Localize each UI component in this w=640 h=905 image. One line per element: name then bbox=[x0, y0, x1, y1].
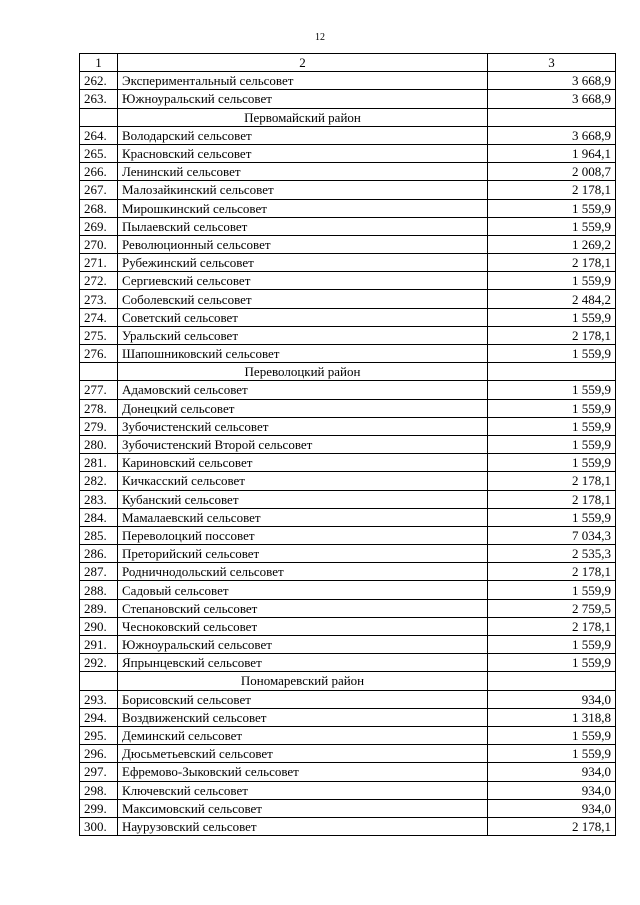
settlement-name: Малозайкинский сельсовет bbox=[118, 181, 488, 199]
row-number: 287. bbox=[80, 563, 118, 581]
settlement-name: Дюсьметьевский сельсовет bbox=[118, 745, 488, 763]
settlement-name: Красновский сельсовет bbox=[118, 144, 488, 162]
row-number: 271. bbox=[80, 254, 118, 272]
column-header-name: 2 bbox=[118, 54, 488, 72]
amount-value: 7 034,3 bbox=[488, 526, 616, 544]
table-row bbox=[80, 690, 616, 708]
amount-value: 1 559,9 bbox=[488, 636, 616, 654]
table-row bbox=[80, 417, 616, 435]
row-number: 285. bbox=[80, 526, 118, 544]
settlement-name: Воздвиженский сельсовет bbox=[118, 708, 488, 726]
table-row bbox=[80, 72, 616, 90]
table-row bbox=[80, 272, 616, 290]
amount-value: 2 484,2 bbox=[488, 290, 616, 308]
row-number: 286. bbox=[80, 545, 118, 563]
row-number: 274. bbox=[80, 308, 118, 326]
table-row bbox=[80, 745, 616, 763]
amount-value: 1 559,9 bbox=[488, 726, 616, 744]
table-row bbox=[80, 781, 616, 799]
district-header-row bbox=[80, 672, 616, 690]
amount-value: 2 178,1 bbox=[488, 563, 616, 581]
settlement-name: Степановский сельсовет bbox=[118, 599, 488, 617]
amount-value: 2 178,1 bbox=[488, 254, 616, 272]
table-row bbox=[80, 217, 616, 235]
row-number: 276. bbox=[80, 345, 118, 363]
settlement-name: Советский сельсовет bbox=[118, 308, 488, 326]
settlement-name: Уральский сельсовет bbox=[118, 326, 488, 344]
row-number: 288. bbox=[80, 581, 118, 599]
amount-value: 1 559,9 bbox=[488, 199, 616, 217]
amount-value: 2 178,1 bbox=[488, 326, 616, 344]
district-header-row bbox=[80, 363, 616, 381]
settlement-name: Экспериментальный сельсовет bbox=[118, 72, 488, 90]
table-row bbox=[80, 381, 616, 399]
settlement-name: Родничнодольский сельсовет bbox=[118, 563, 488, 581]
amount-value: 1 559,9 bbox=[488, 508, 616, 526]
row-number: 293. bbox=[80, 690, 118, 708]
district-number-cell bbox=[80, 363, 118, 381]
row-number: 269. bbox=[80, 217, 118, 235]
row-number: 278. bbox=[80, 399, 118, 417]
row-number: 266. bbox=[80, 163, 118, 181]
row-number: 264. bbox=[80, 126, 118, 144]
table-row bbox=[80, 345, 616, 363]
amount-value: 2 178,1 bbox=[488, 817, 616, 835]
table-row bbox=[80, 235, 616, 253]
settlement-name: Максимовский сельсовет bbox=[118, 799, 488, 817]
amount-value: 2 178,1 bbox=[488, 490, 616, 508]
table-row bbox=[80, 654, 616, 672]
row-number: 265. bbox=[80, 144, 118, 162]
row-number: 295. bbox=[80, 726, 118, 744]
row-number: 279. bbox=[80, 417, 118, 435]
amount-value: 1 559,9 bbox=[488, 435, 616, 453]
table-row bbox=[80, 144, 616, 162]
table-row bbox=[80, 726, 616, 744]
district-number-cell bbox=[80, 672, 118, 690]
row-number: 267. bbox=[80, 181, 118, 199]
district-value-cell bbox=[488, 672, 616, 690]
table-row bbox=[80, 435, 616, 453]
row-number: 298. bbox=[80, 781, 118, 799]
settlement-name: Кариновский сельсовет bbox=[118, 454, 488, 472]
settlement-name: Соболевский сельсовет bbox=[118, 290, 488, 308]
amount-value: 934,0 bbox=[488, 763, 616, 781]
settlement-name: Южноуральский сельсовет bbox=[118, 636, 488, 654]
row-number: 289. bbox=[80, 599, 118, 617]
settlement-name: Шапошниковский сельсовет bbox=[118, 345, 488, 363]
settlement-name: Зубочистенский сельсовет bbox=[118, 417, 488, 435]
table-row bbox=[80, 799, 616, 817]
row-number: 290. bbox=[80, 617, 118, 635]
amount-value: 2 178,1 bbox=[488, 617, 616, 635]
row-number: 275. bbox=[80, 326, 118, 344]
settlement-name: Мамалаевский сельсовет bbox=[118, 508, 488, 526]
row-number: 284. bbox=[80, 508, 118, 526]
amount-value: 1 559,9 bbox=[488, 654, 616, 672]
table-row bbox=[80, 581, 616, 599]
table-row bbox=[80, 599, 616, 617]
data-table bbox=[79, 53, 616, 836]
amount-value: 934,0 bbox=[488, 781, 616, 799]
table-row bbox=[80, 708, 616, 726]
settlement-name: Мирошкинский сельсовет bbox=[118, 199, 488, 217]
amount-value: 1 559,9 bbox=[488, 454, 616, 472]
amount-value: 1 559,9 bbox=[488, 308, 616, 326]
row-number: 297. bbox=[80, 763, 118, 781]
row-number: 294. bbox=[80, 708, 118, 726]
settlement-name: Япрынцевский сельсовет bbox=[118, 654, 488, 672]
table-row bbox=[80, 545, 616, 563]
district-value-cell bbox=[488, 363, 616, 381]
table-row bbox=[80, 90, 616, 108]
amount-value: 3 668,9 bbox=[488, 90, 616, 108]
district-header-row bbox=[80, 108, 616, 126]
row-number: 283. bbox=[80, 490, 118, 508]
table-row bbox=[80, 163, 616, 181]
amount-value: 1 269,2 bbox=[488, 235, 616, 253]
settlement-name: Садовый сельсовет bbox=[118, 581, 488, 599]
table-row bbox=[80, 308, 616, 326]
district-name: Пономаревский район bbox=[118, 672, 488, 690]
header-row bbox=[80, 54, 616, 72]
table-row bbox=[80, 636, 616, 654]
table-row bbox=[80, 399, 616, 417]
table-row bbox=[80, 526, 616, 544]
row-number: 277. bbox=[80, 381, 118, 399]
row-number: 281. bbox=[80, 454, 118, 472]
amount-value: 2 178,1 bbox=[488, 472, 616, 490]
amount-value: 1 559,9 bbox=[488, 417, 616, 435]
amount-value: 1 559,9 bbox=[488, 217, 616, 235]
row-number: 262. bbox=[80, 72, 118, 90]
amount-value: 2 759,5 bbox=[488, 599, 616, 617]
district-name: Переволоцкий район bbox=[118, 363, 488, 381]
settlement-name: Ключевский сельсовет bbox=[118, 781, 488, 799]
settlement-name: Володарский сельсовет bbox=[118, 126, 488, 144]
table-row bbox=[80, 472, 616, 490]
amount-value: 1 559,9 bbox=[488, 272, 616, 290]
settlement-name: Ленинский сельсовет bbox=[118, 163, 488, 181]
settlement-name: Зубочистенский Второй сельсовет bbox=[118, 435, 488, 453]
table-row bbox=[80, 290, 616, 308]
settlement-name: Наурузовский сельсовет bbox=[118, 817, 488, 835]
amount-value: 1 964,1 bbox=[488, 144, 616, 162]
amount-value: 1 318,8 bbox=[488, 708, 616, 726]
table-row bbox=[80, 254, 616, 272]
settlement-name: Чесноковский сельсовет bbox=[118, 617, 488, 635]
row-number: 273. bbox=[80, 290, 118, 308]
row-number: 296. bbox=[80, 745, 118, 763]
row-number: 282. bbox=[80, 472, 118, 490]
settlement-name: Борисовский сельсовет bbox=[118, 690, 488, 708]
amount-value: 2 178,1 bbox=[488, 181, 616, 199]
settlement-name: Кубанский сельсовет bbox=[118, 490, 488, 508]
amount-value: 1 559,9 bbox=[488, 345, 616, 363]
amount-value: 1 559,9 bbox=[488, 745, 616, 763]
district-name: Первомайский район bbox=[118, 108, 488, 126]
row-number: 268. bbox=[80, 199, 118, 217]
settlement-name: Сергиевский сельсовет bbox=[118, 272, 488, 290]
settlement-name: Рубежинский сельсовет bbox=[118, 254, 488, 272]
amount-value: 1 559,9 bbox=[488, 399, 616, 417]
row-number: 272. bbox=[80, 272, 118, 290]
amount-value: 1 559,9 bbox=[488, 581, 616, 599]
district-value-cell bbox=[488, 108, 616, 126]
amount-value: 2 008,7 bbox=[488, 163, 616, 181]
page-number: 12 bbox=[315, 32, 325, 43]
row-number: 263. bbox=[80, 90, 118, 108]
amount-value: 3 668,9 bbox=[488, 72, 616, 90]
settlement-name: Ефремово-Зыковский сельсовет bbox=[118, 763, 488, 781]
amount-value: 934,0 bbox=[488, 799, 616, 817]
amount-value: 934,0 bbox=[488, 690, 616, 708]
table-row bbox=[80, 490, 616, 508]
settlement-name: Революционный сельсовет bbox=[118, 235, 488, 253]
settlement-name: Деминский сельсовет bbox=[118, 726, 488, 744]
row-number: 270. bbox=[80, 235, 118, 253]
row-number: 291. bbox=[80, 636, 118, 654]
table-row bbox=[80, 617, 616, 635]
amount-value: 2 535,3 bbox=[488, 545, 616, 563]
row-number: 299. bbox=[80, 799, 118, 817]
settlement-name: Пылаевский сельсовет bbox=[118, 217, 488, 235]
amount-value: 3 668,9 bbox=[488, 126, 616, 144]
table-body bbox=[80, 72, 616, 836]
settlement-name: Адамовский сельсовет bbox=[118, 381, 488, 399]
district-number-cell bbox=[80, 108, 118, 126]
row-number: 300. bbox=[80, 817, 118, 835]
row-number: 280. bbox=[80, 435, 118, 453]
table-row bbox=[80, 763, 616, 781]
settlement-name: Южноуральский сельсовет bbox=[118, 90, 488, 108]
table-row bbox=[80, 563, 616, 581]
settlement-name: Донецкий сельсовет bbox=[118, 399, 488, 417]
table-row bbox=[80, 454, 616, 472]
table-row bbox=[80, 181, 616, 199]
table-row bbox=[80, 199, 616, 217]
table-row bbox=[80, 326, 616, 344]
table-row bbox=[80, 817, 616, 835]
amount-value: 1 559,9 bbox=[488, 381, 616, 399]
settlement-name: Преторийский сельсовет bbox=[118, 545, 488, 563]
settlement-name: Переволоцкий поссовет bbox=[118, 526, 488, 544]
table-row bbox=[80, 508, 616, 526]
table-row bbox=[80, 126, 616, 144]
row-number: 292. bbox=[80, 654, 118, 672]
table-header bbox=[80, 54, 616, 72]
column-header-number: 1 bbox=[80, 54, 118, 72]
settlement-name: Кичкасский сельсовет bbox=[118, 472, 488, 490]
column-header-amount: 3 bbox=[488, 54, 616, 72]
